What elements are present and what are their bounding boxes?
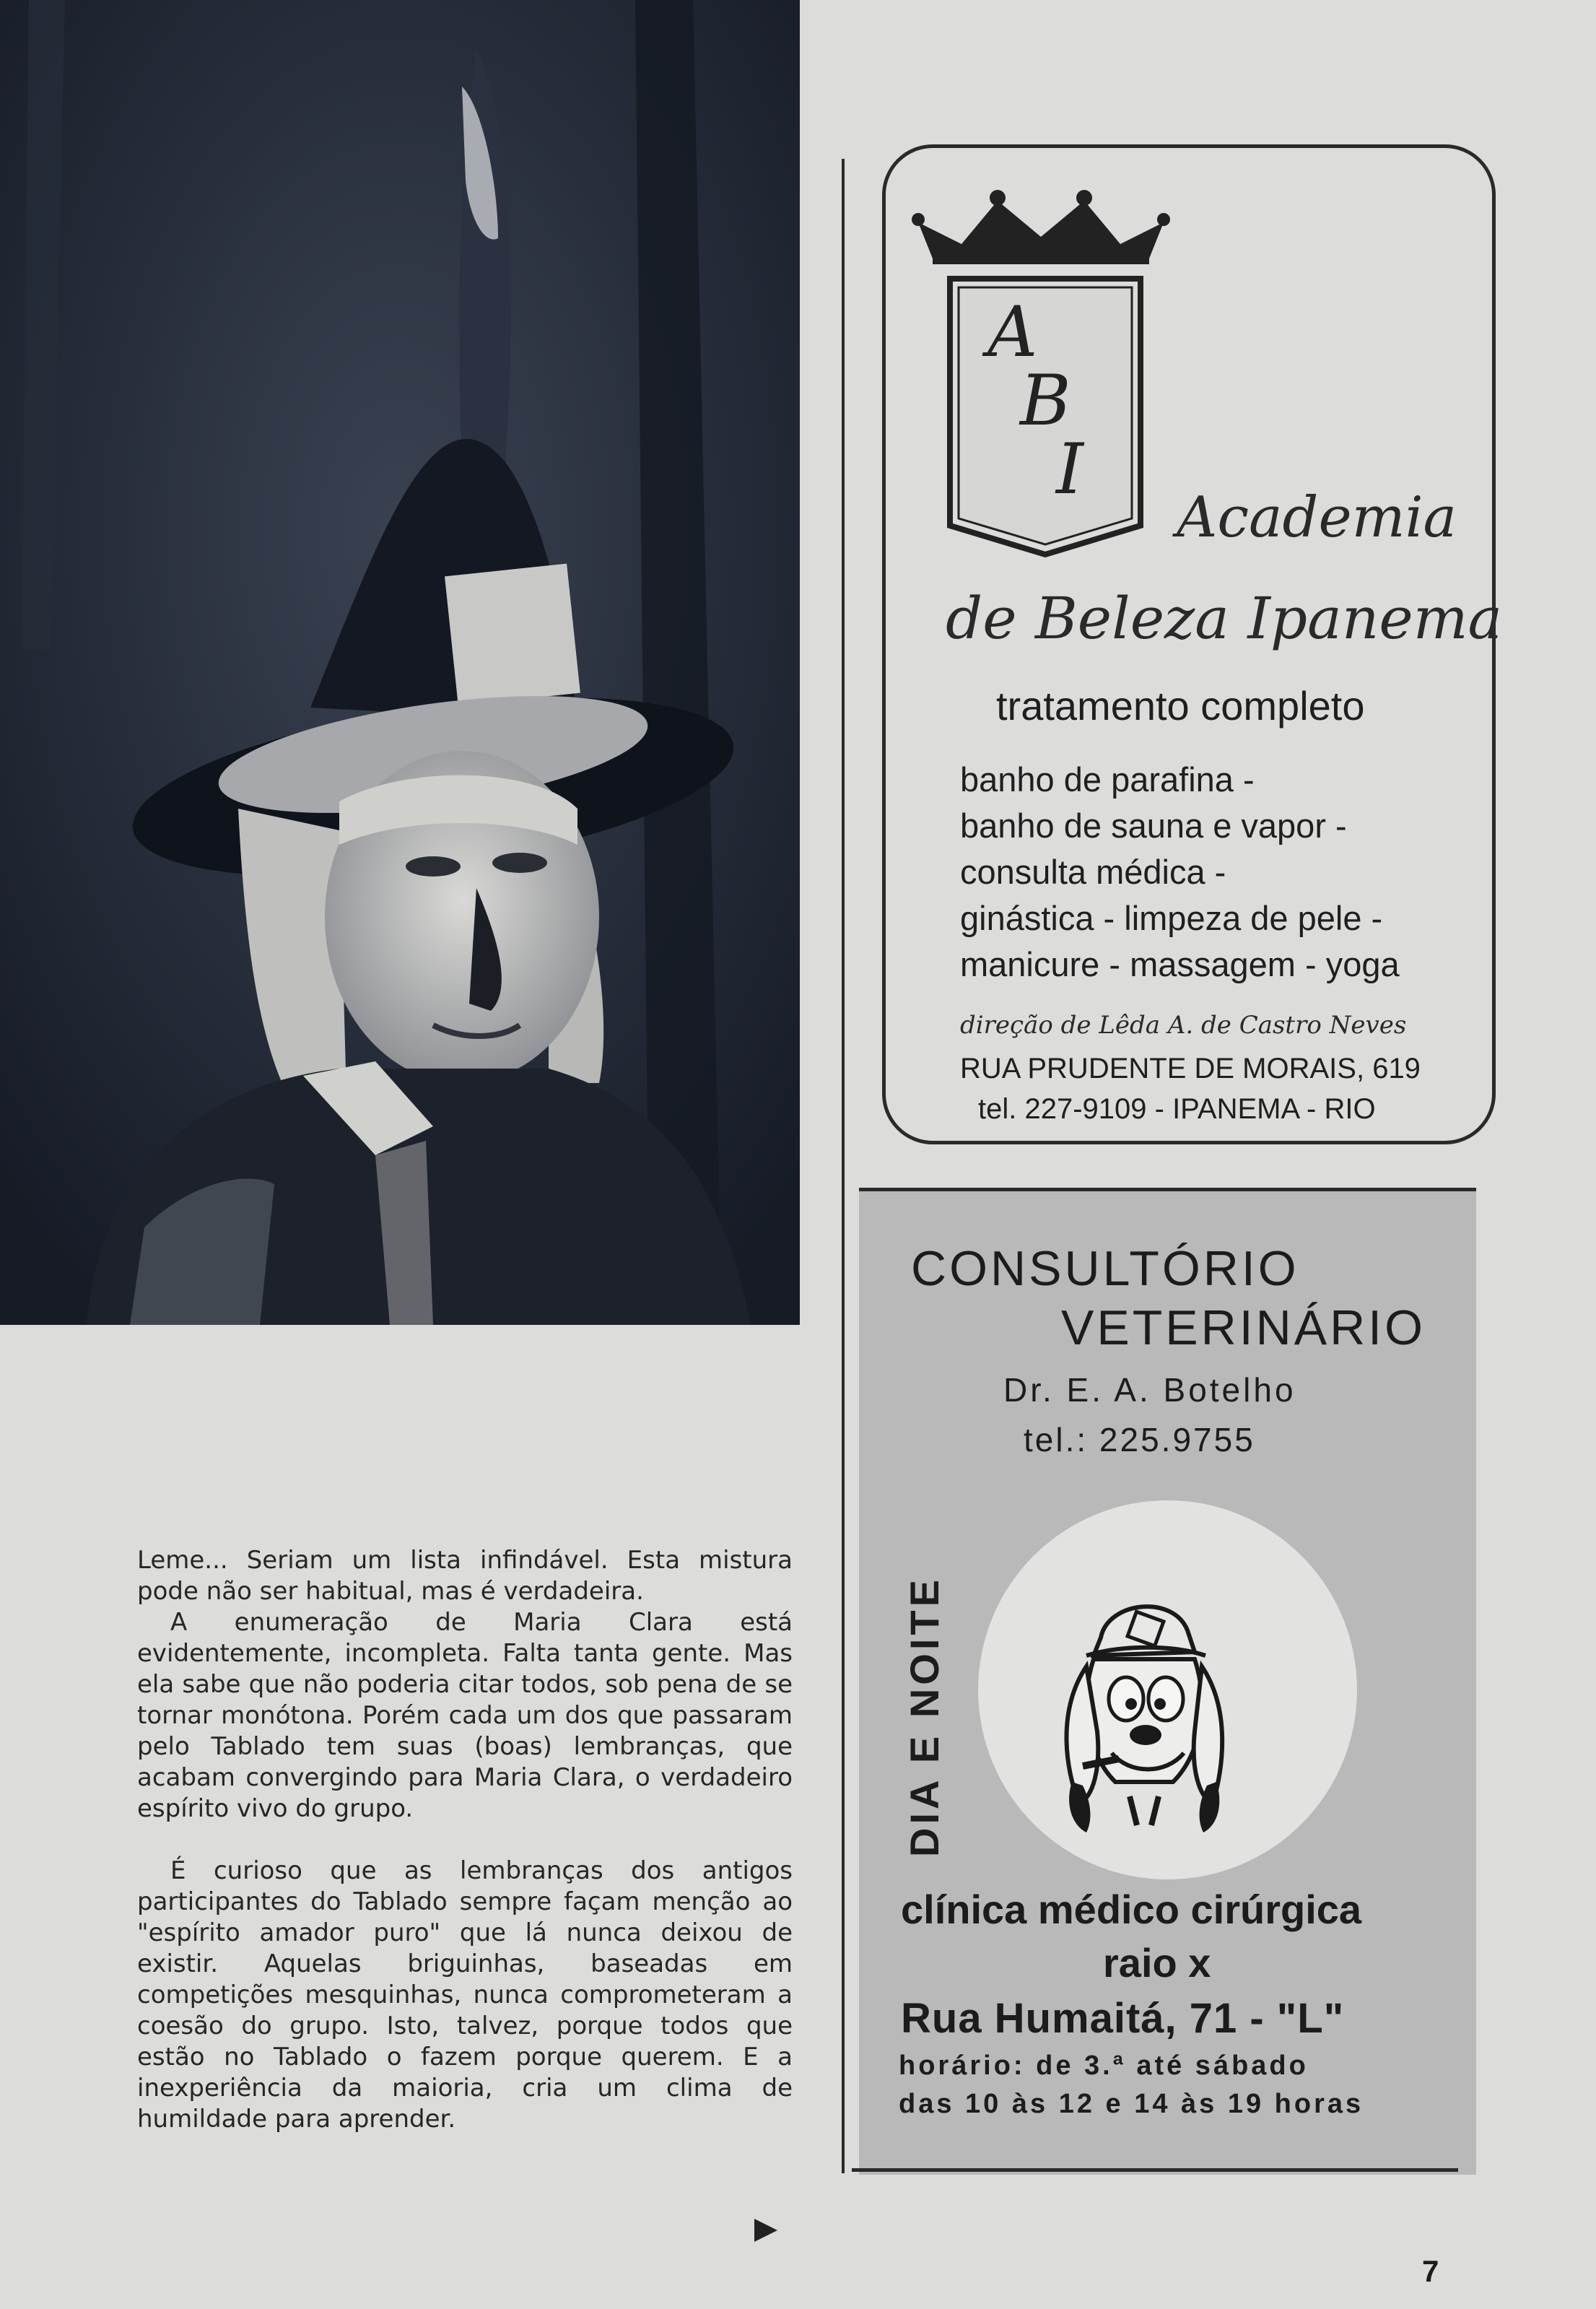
- service-item: ginástica - limpeza de pele -: [960, 899, 1383, 937]
- page-number: 7: [1422, 2254, 1439, 2288]
- service-item: banho de parafina -: [960, 760, 1255, 799]
- monogram-a: A: [987, 292, 1038, 373]
- column-divider: [842, 159, 845, 2173]
- vet-ad-bottom-rule: [852, 2168, 1458, 2172]
- academia-address: RUA PRUDENTE DE MORAIS, 619: [960, 1053, 1421, 1084]
- continue-arrow-icon: [754, 2219, 777, 2242]
- article-text: [137, 1545, 793, 2135]
- article-paragraph: A enumeração de Maria Clara está evidentemente, incompleta. Falta tanta gente. Mas ela sabe que não poderia citar todos, sob pena de se tornar monótona. Porém cada um dos que passaram pelo Tablado tem suas (boas) lembranças, que acabam convergindo para Maria Clara, o verdadeiro espírito vivo do grupo.: [137, 1608, 793, 1823]
- academia-name-line1: Academia: [1177, 485, 1457, 550]
- monogram-i: I: [1056, 429, 1083, 510]
- vet-doctor: Dr. E. A. Botelho: [1003, 1371, 1296, 1409]
- vet-xray: raio x: [1103, 1940, 1211, 1986]
- service-item: banho de sauna e vapor -: [960, 806, 1347, 845]
- academia-services: [960, 757, 1400, 988]
- monogram-b: B: [1020, 360, 1071, 441]
- cartoon-dog-icon: [1050, 1587, 1238, 1847]
- vet-address: Rua Humaitá, 71 - "L": [901, 1995, 1345, 2042]
- witch-photo-illustration: [0, 0, 800, 1325]
- service-item: manicure - massagem - yoga: [960, 945, 1400, 983]
- article-paragraph: Leme... Seriam um lista infindável. Esta mistura pode não ser habitual, mas é verdadeira.: [137, 1546, 793, 1606]
- vet-clinic: clínica médico cirúrgica: [901, 1887, 1362, 1932]
- vet-hours-line2: das 10 às 12 e 14 às 19 horas: [899, 2089, 1364, 2119]
- witch-photo: [0, 0, 800, 1325]
- academia-name-line2: de Beleza Ipanema: [946, 585, 1503, 652]
- academia-phone: tel. 227-9109 - IPANEMA - RIO: [978, 1093, 1376, 1125]
- vet-title-line1: CONSULTÓRIO: [911, 1241, 1299, 1296]
- article-paragraph: É curioso que as lembranças dos antigos participantes do Tablado sempre façam menção ao "espírito amador puro" que lá nunca deixou de existir. Aquelas briguinhas, baseadas em competições mesquinhas, nunca comprometeram a coesão do grupo. Isto, talvez, porque todos que estão no Tablado o fazem porque querem. E a inexperiência da maioria, cria um clima de humildade para aprender.: [137, 1856, 793, 2134]
- academia-direction: direção de Lêda A. de Castro Neves: [960, 1011, 1407, 1040]
- academia-tagline: tratamento completo: [996, 683, 1365, 729]
- monogram-shield: [944, 273, 1146, 558]
- vet-hours-line1: horário: de 3.ª até sábado: [899, 2051, 1309, 2081]
- vet-phone: tel.: 225.9755: [1024, 1421, 1255, 1458]
- service-item: consulta médica -: [960, 853, 1226, 891]
- vet-vertical-label: DIA E NOITE: [902, 1576, 947, 1857]
- vet-title-line2: VETERINÁRIO: [1061, 1300, 1426, 1355]
- crown-icon: [911, 186, 1171, 266]
